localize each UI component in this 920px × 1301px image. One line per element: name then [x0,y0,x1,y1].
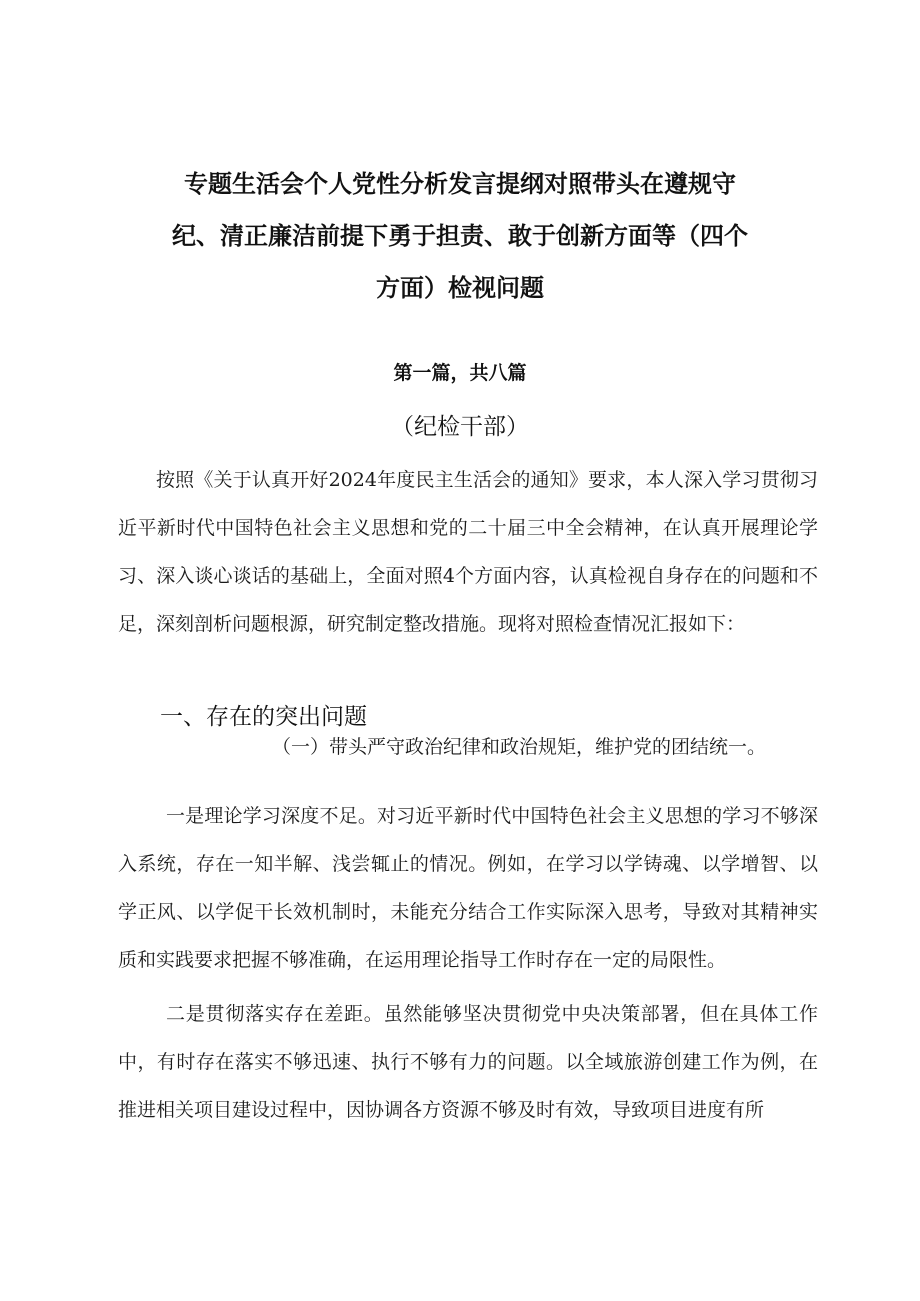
role-label: （纪检干部） [391,414,529,440]
title-line-2: 纪、清正廉洁前提下勇于担责、敢于创新方面等（四个 [172,222,748,250]
title-line-3: 方面）检视问题 [376,274,544,302]
paragraph-1: 一是理论学习深度不足。对习近平新时代中国特色社会主义思想的学习不够深入系统，存在一知半解、浅尝辄止的情况。例如，在学习以学铸魂、以学增智、以学正风、以学促干长效机制时，未能充分结合工作实际深入思考，导致对其精神实质和实践要求把握不够准确，在运用理论指导工作时存在一定的局限性。 [118,805,818,971]
document-title [120,158,800,314]
chapter-label: 第一篇，共八篇 [393,362,527,384]
sub-heading: （一）带头严守政治纪律和政治规矩，维护党的团结统一。 [272,736,767,758]
paragraph-2: 二是贯彻落实存在差距。虽然能够坚决贯彻党中央决策部署，但在具体工作中，有时存在落实不够迅速、执行不够有力的问题。以全域旅游创建工作为例，在推进相关项目建设过程中，因协调各方资源不够及时有效，导致项目进度有所 [118,1003,818,1121]
intro-paragraph: 按照《关于认真开好2024年度民主生活会的通知》要求，本人深入学习贯彻习近平新时代中国特色社会主义思想和党的二十届三中全会精神，在认真开展理论学习、深入谈心谈话的基础上，全面对照4个方面内容，认真检视自身存在的问题和不足，深刻剖析问题根源，研究制定整改措施。现将对照检查情况汇报如下： [118,469,818,635]
section-heading: 一、存在的突出问题 [160,704,367,730]
title-line-1: 专题生活会个人党性分析发言提纲对照带头在遵规守 [184,170,736,198]
